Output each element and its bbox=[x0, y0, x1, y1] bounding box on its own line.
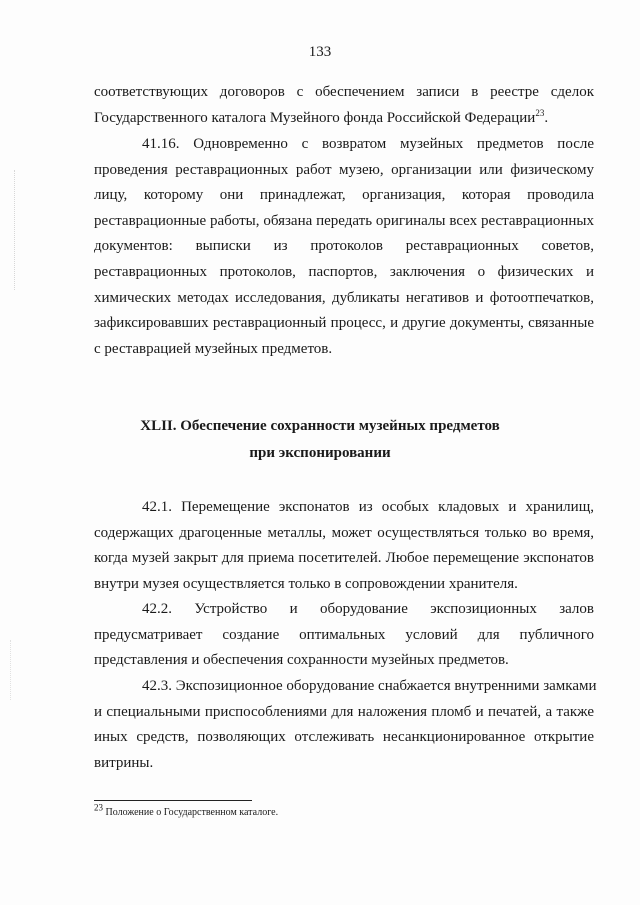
paragraph-41-16 bbox=[94, 132, 594, 362]
paragraph-continuation bbox=[94, 80, 594, 131]
text-line: реставрационные работы, обязана передать оригиналы всех реставрационных bbox=[94, 212, 594, 229]
text-line: 42.1. Перемещение экспонатов из особых кладовых и хранилищ, bbox=[142, 499, 594, 515]
text-line bbox=[94, 106, 594, 132]
text-line: когда музей закрыт для приема посетителей. Любое перемещение экспонатов bbox=[94, 550, 594, 567]
text-line: 41.16. Одновременно с возвратом музейных предметов после bbox=[142, 136, 594, 152]
text-line: содержащих драгоценные металлы, может осуществляться только во время, bbox=[94, 524, 594, 541]
text-line: внутри музея осуществляется только в сопровождении хранителя. bbox=[94, 575, 518, 592]
paragraph-42-3 bbox=[94, 674, 597, 776]
text-line: и специальными приспособлениями для наложения пломб и печатей, а также bbox=[94, 703, 594, 720]
paragraph-42-2 bbox=[94, 597, 594, 674]
footnote-text: Положение о Государственном каталоге. bbox=[103, 807, 279, 818]
footnote bbox=[94, 802, 279, 818]
text-line: с реставрацией музейных предметов. bbox=[94, 340, 333, 357]
sentence-end: . bbox=[544, 109, 549, 126]
paragraph-42-1 bbox=[94, 495, 594, 597]
text-line: 42.3. Экспозиционное оборудование снабжается внутренними замками bbox=[142, 678, 597, 694]
footnote-reference: 23 bbox=[535, 107, 545, 118]
text-line: иных средств, позволяющих отслеживать несанкционированное открытие bbox=[94, 729, 594, 746]
text-line: представления и обеспечения сохранности музейных предметов. bbox=[94, 652, 509, 669]
text-line: реставрационных протоколов, паспортов, заключения о физических и bbox=[94, 263, 594, 280]
section-heading: XLII. Обеспечение сохранности музейных предметов bbox=[140, 418, 500, 434]
footnote-number: 23 bbox=[94, 802, 103, 813]
text-line: соответствующих договоров с обеспечением записи в реестре сделок bbox=[94, 84, 594, 100]
footnote-divider bbox=[94, 800, 252, 801]
scan-artifact bbox=[14, 170, 21, 290]
text-line: проведения реставрационных работ музею, организации или физическому bbox=[94, 161, 594, 178]
page-number: 133 bbox=[308, 44, 332, 60]
text-line: химических методах исследования, дубликаты негативов и фотоотпечатков, bbox=[94, 289, 594, 306]
text-line: витрины. bbox=[94, 754, 154, 771]
text-line-content: Государственного каталога Музейного фонда Российской Федерации bbox=[94, 109, 536, 126]
text-line: документов: выписки из протоколов реставрационных советов, bbox=[94, 238, 594, 255]
text-line: предусматривает создание оптимальных условий для публичного bbox=[94, 626, 594, 643]
text-line: 42.2. Устройство и оборудование экспозиционных залов bbox=[142, 601, 594, 617]
text-line: лицу, которому они принадлежат, организация, которая проводила bbox=[94, 187, 594, 204]
text-line: зафиксировавших реставрационный процесс, и другие документы, связанные bbox=[94, 315, 594, 332]
scan-artifact bbox=[10, 640, 15, 700]
section-heading-line2: при экспонировании bbox=[249, 445, 391, 461]
